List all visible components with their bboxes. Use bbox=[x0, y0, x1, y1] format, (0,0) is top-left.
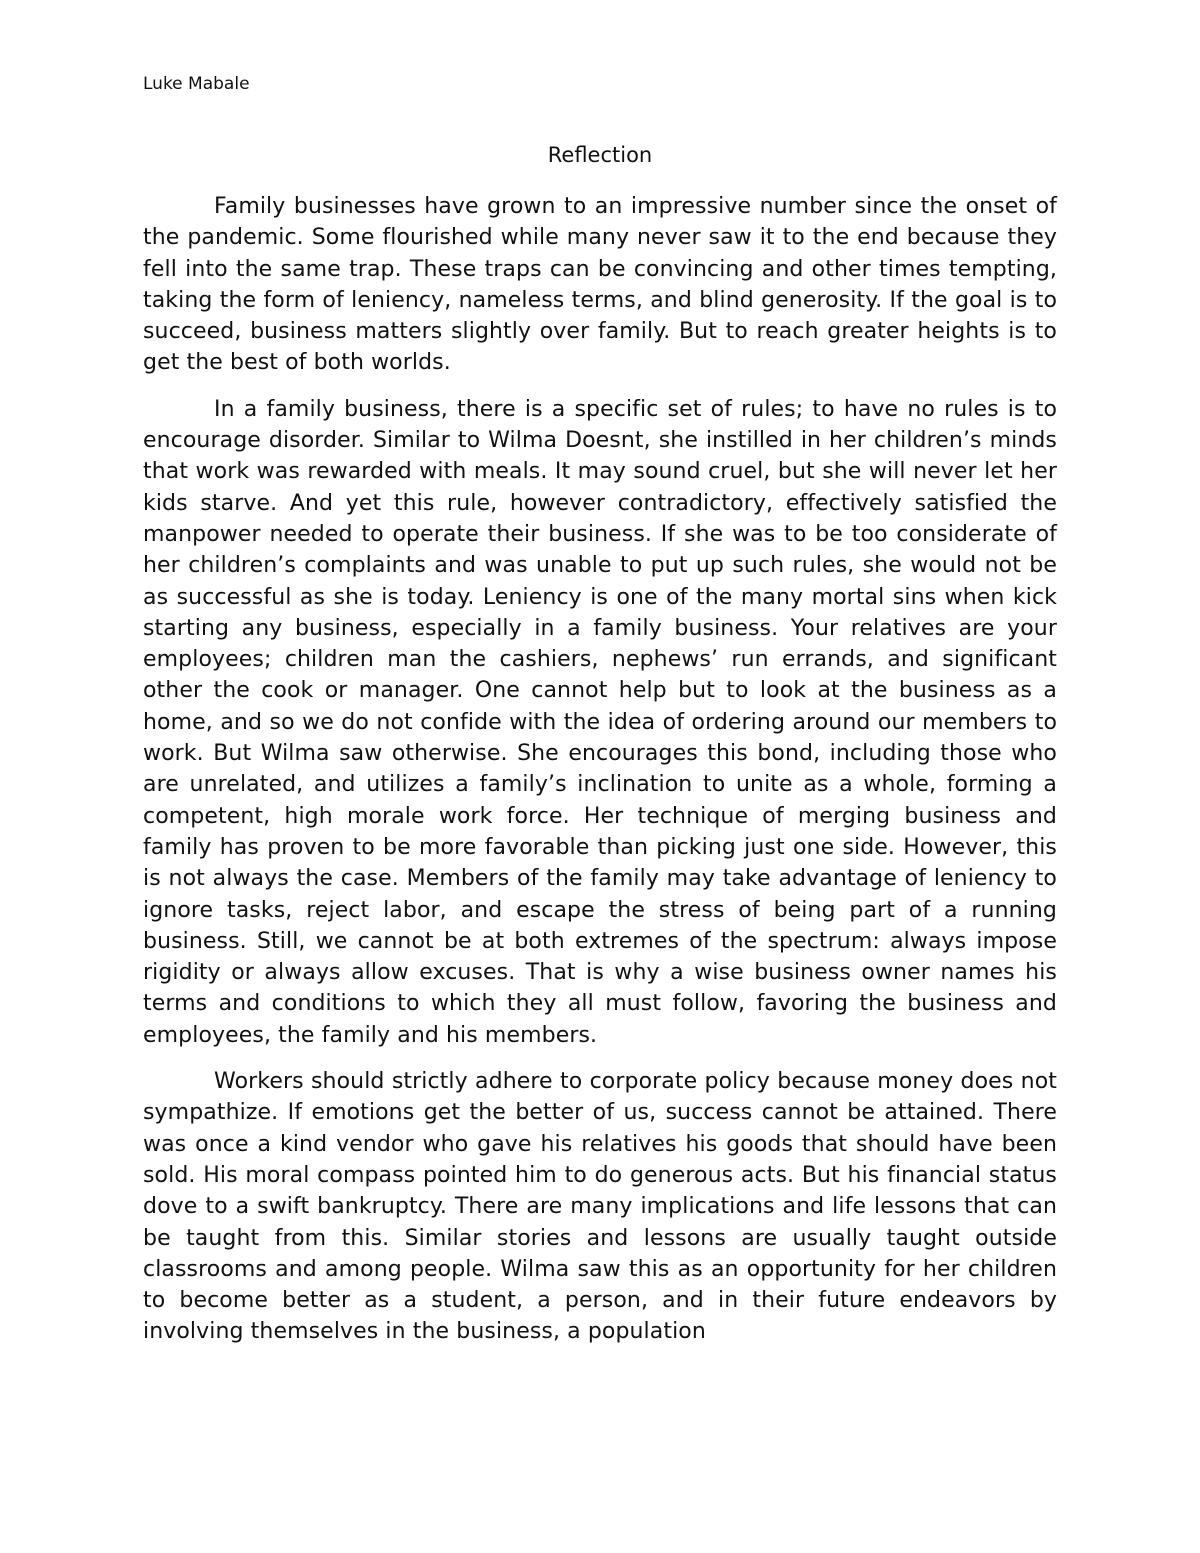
author-name: Luke Mabale bbox=[143, 74, 250, 94]
paragraph-3: Workers should strictly adhere to corporate policy because money does not sympathize. If emotions get the better of us, success cannot be attained. There was once a kind vendor who gave his relatives his goods that should have been sold. His moral compass pointed him to do generous acts. But his financial status dove to a swift bankruptcy. There are many implications and life lessons that can be taught from this. Similar stories and lessons are usually taught outside classrooms and among people. Wilma saw this as an opportunity for her children to become better as a student, a person, and in their future endeavors by involving themselves in the business, a population bbox=[143, 1069, 1057, 1345]
document-title: Reflection bbox=[547, 143, 653, 167]
document-body bbox=[143, 191, 1057, 1348]
paragraph-1: Family businesses have grown to an impressive number since the onset of the pandemic. Some flourished while many never saw it to the end because they fell into the same trap. These traps can be convincing and other times tempting, taking the form of leniency, nameless terms, and blind generosity. If the goal is to succeed, business matters slightly over family. But to reach greater heights is to get the best of both worlds. bbox=[143, 194, 1057, 376]
paragraph-2: In a family business, there is a specific set of rules; to have no rules is to encourage disorder. Similar to Wilma Doesnt, she instilled in her children’s minds that work was rewarded with meals. It may sound cruel, but she will never let her kids starve. And yet this rule, however contradictory, effectively satisfied the manpower needed to operate their business. If she was to be too considerate of her children’s complaints and was unable to put up such rules, she would not be as successful as she is today. Leniency is one of the many mortal sins when kick starting any business, especially in a family business. Your relatives are your employees; children man the cashiers, nephews’ run errands, and significant other the cook or manager. One cannot help but to look at the business as a home, and so we do not confide with the idea of ordering around our members to work. But Wilma saw otherwise. She encourages this bond, including those who are unrelated, and utilizes a family’s inclination to unite as a whole, forming a competent, high morale work force. Her technique of merging business and family has proven to be more favorable than picking just one side. However, this is not always the case. Members of the family may take advantage of leniency to ignore tasks, reject labor, and escape the stress of being part of a running business. Still, we cannot be at both extremes of the spectrum: always impose rigidity or always allow excuses. That is why a wise business owner names his terms and conditions to which they all must follow, favoring the business and employees, the family and his members. bbox=[143, 396, 1057, 1048]
